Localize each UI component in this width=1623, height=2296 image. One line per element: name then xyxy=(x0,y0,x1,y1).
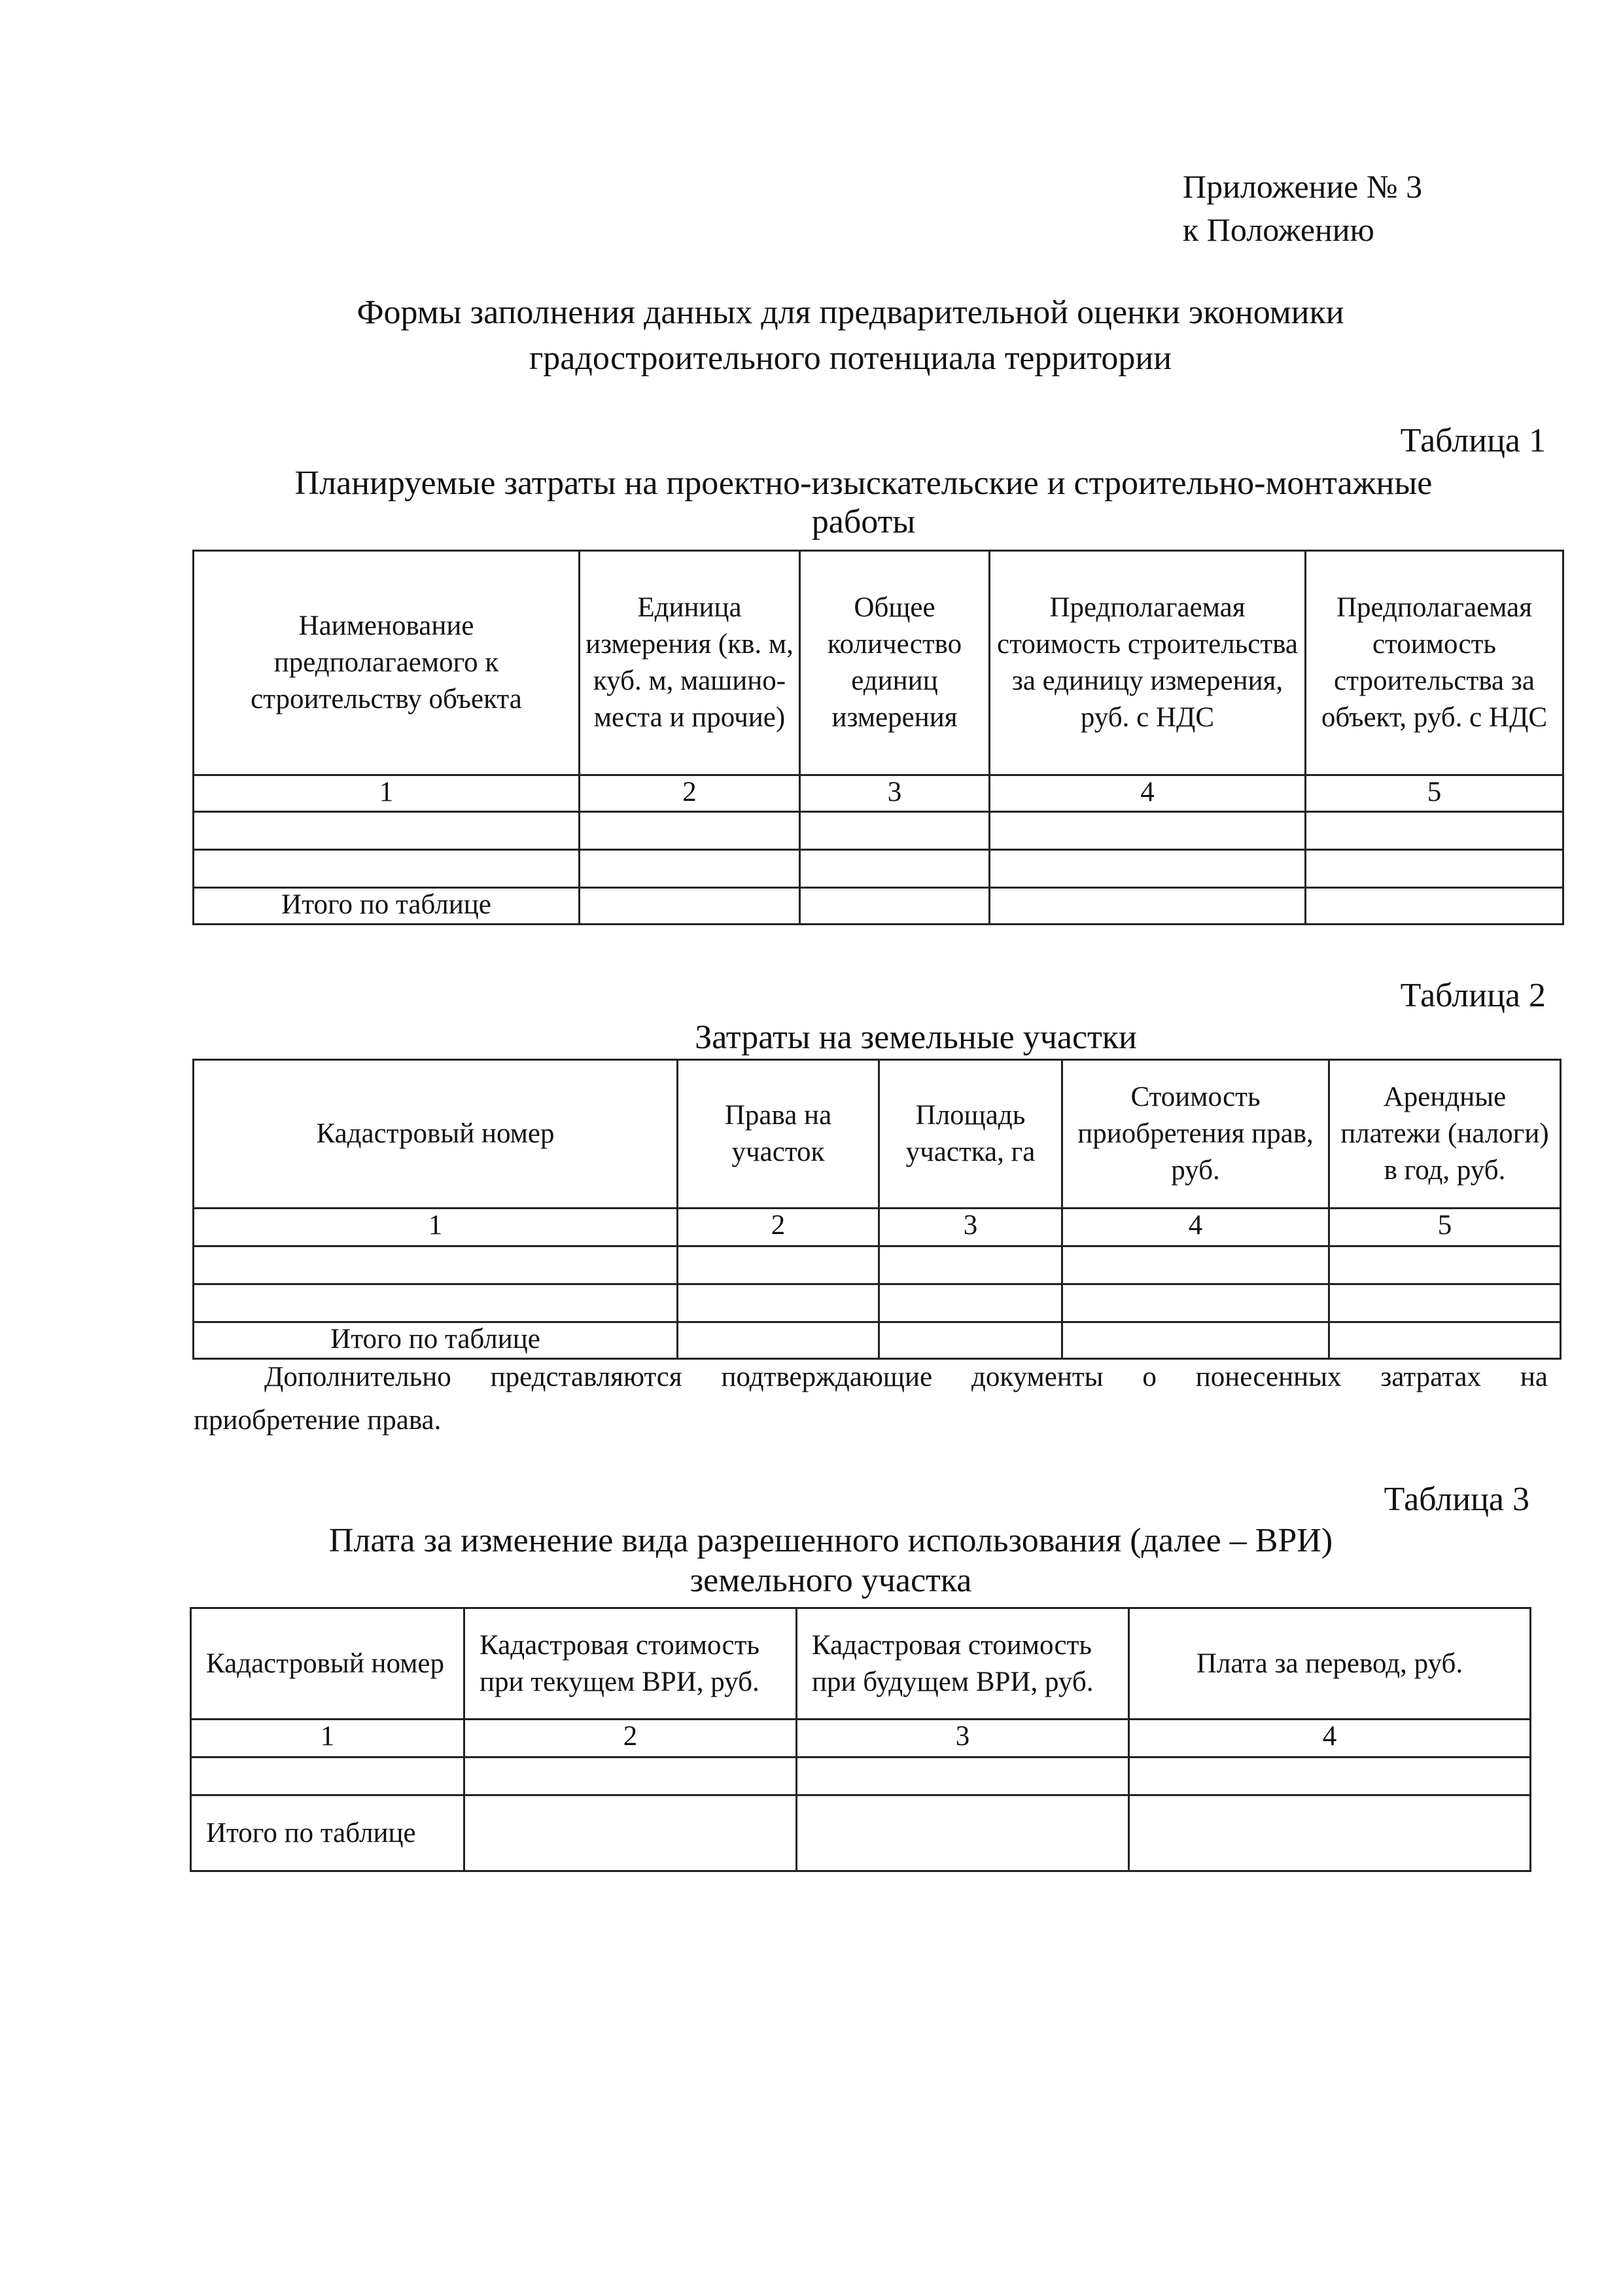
table3-empty-cell xyxy=(1129,1795,1531,1871)
table3-label: Таблица 3 xyxy=(1384,1481,1529,1518)
table2-empty-cell xyxy=(879,1246,1062,1284)
table1-caption xyxy=(183,462,1544,539)
table2-column-number: 2 xyxy=(678,1209,879,1246)
table1-empty-cell xyxy=(800,888,990,925)
table1-header-cell: Общее количество единиц измерения xyxy=(800,551,990,775)
table1-empty-cell xyxy=(580,888,800,925)
table3-header-cell: Плата за перевод, руб. xyxy=(1129,1608,1531,1720)
table3-header-cell: Кадастровый номер xyxy=(191,1608,464,1720)
table1-total-label: Итого по таблице xyxy=(194,888,580,925)
table3-empty-cell xyxy=(191,1757,464,1795)
table1-empty-cell xyxy=(800,850,990,888)
table2-empty-cell xyxy=(1329,1284,1561,1322)
table1-header-cell: Единица измерения (кв. м, куб. м, машино-места и прочие) xyxy=(580,551,800,775)
appendix-reference: к Положению xyxy=(1183,211,1374,248)
table1-column-number: 3 xyxy=(800,775,990,812)
table2-empty-cell xyxy=(879,1284,1062,1322)
table3-header-cell: Кадастровая стоимость при будущем ВРИ, руб. xyxy=(797,1608,1129,1720)
table3-caption-line-1: Плата за изменение вида разрешенного использования (далее – ВРИ) xyxy=(328,1522,1333,1559)
table1-caption-line-2: работы xyxy=(811,503,916,540)
table2-header-cell: Стоимость приобретения прав, руб. xyxy=(1062,1060,1329,1209)
table3-number-row xyxy=(191,1720,1531,1757)
table3-empty-row xyxy=(191,1757,1531,1795)
table2-column-number: 5 xyxy=(1329,1209,1561,1246)
table2-number-row xyxy=(194,1209,1561,1246)
table2-header-row xyxy=(194,1060,1561,1209)
table1-empty-cell xyxy=(194,850,580,888)
table3-column-number: 3 xyxy=(797,1720,1129,1757)
table1-empty-cell xyxy=(1306,850,1563,888)
table2-column-number: 3 xyxy=(879,1209,1062,1246)
table1-column-number: 2 xyxy=(580,775,800,812)
table1-header-row xyxy=(194,551,1563,775)
table2-empty-row xyxy=(194,1284,1561,1322)
supporting-documents-note xyxy=(194,1356,1548,1442)
table2-column-number: 1 xyxy=(194,1209,678,1246)
table2-empty-row xyxy=(194,1246,1561,1284)
table3-column-number: 4 xyxy=(1129,1720,1531,1757)
table1-label: Таблица 1 xyxy=(1400,422,1546,459)
table1-header-cell: Предполагаемая стоимость строительства за единицу измерения, руб. с НДС xyxy=(990,551,1306,775)
table1-empty-cell xyxy=(580,850,800,888)
table2-empty-cell xyxy=(1329,1246,1561,1284)
table1-header-cell: Предполагаемая стоимость строительства за объект, руб. с НДС xyxy=(1306,551,1563,775)
table3-total-row xyxy=(191,1795,1531,1871)
table1-empty-cell xyxy=(580,812,800,850)
table2-header-cell: Кадастровый номер xyxy=(194,1060,678,1209)
table3-empty-cell xyxy=(464,1757,797,1795)
table1-empty-cell xyxy=(1306,888,1563,925)
table2-empty-cell xyxy=(1329,1322,1561,1359)
table2-empty-cell xyxy=(194,1246,678,1284)
title-line-2: градостроительного потенциала территории xyxy=(529,340,1172,377)
table2-total-label: Итого по таблице xyxy=(194,1322,678,1359)
table2-empty-cell xyxy=(678,1284,879,1322)
table1-caption-line-1: Планируемые затраты на проектно-изыскательские и строительно-монтажные xyxy=(294,465,1433,502)
table3-empty-cell xyxy=(797,1795,1129,1871)
title-line-1: Формы заполнения данных для предварительной оценки экономики xyxy=(357,294,1344,331)
table2-empty-cell xyxy=(1062,1246,1329,1284)
table3-caption xyxy=(196,1519,1465,1599)
table3-header-row xyxy=(191,1608,1531,1720)
table3-header-cell: Кадастровая стоимость при текущем ВРИ, руб. xyxy=(464,1608,797,1720)
table3-column-number: 1 xyxy=(191,1720,464,1757)
table1-header-cell: Наименование предполагаемого к строительству объекта xyxy=(194,551,580,775)
table1-column-number: 5 xyxy=(1306,775,1563,812)
table1-column-number: 1 xyxy=(194,775,580,812)
table2-empty-cell xyxy=(194,1284,678,1322)
appendix-heading xyxy=(1183,165,1422,251)
table1-empty-cell xyxy=(194,812,580,850)
table2-empty-cell xyxy=(1062,1322,1329,1359)
table1-empty-cell xyxy=(1306,812,1563,850)
table2-empty-cell xyxy=(879,1322,1062,1359)
note-line-2: приобретение права. xyxy=(194,1405,442,1436)
table1-empty-row xyxy=(194,812,1563,850)
table2 xyxy=(192,1059,1562,1360)
table1-empty-cell xyxy=(990,888,1306,925)
table2-label: Таблица 2 xyxy=(1400,977,1546,1014)
table1-column-number: 4 xyxy=(990,775,1306,812)
table1-empty-cell xyxy=(800,812,990,850)
table1-total-row xyxy=(194,888,1563,925)
table2-header-cell: Арендные платежи (налоги) в год, руб. xyxy=(1329,1060,1561,1209)
table2-header-cell: Права на участок xyxy=(678,1060,879,1209)
table2-empty-cell xyxy=(678,1246,879,1284)
table3-total-label: Итого по таблице xyxy=(191,1795,464,1871)
table3-column-number: 2 xyxy=(464,1720,797,1757)
note-line-1: Дополнительно представляются подтверждающие документы о понесенных затратах на xyxy=(264,1362,1548,1392)
table1-empty-cell xyxy=(990,850,1306,888)
table1-empty-cell xyxy=(990,812,1306,850)
table3-empty-cell xyxy=(1129,1757,1531,1795)
table3-empty-cell xyxy=(464,1795,797,1871)
table1-empty-row xyxy=(194,850,1563,888)
table1-number-row xyxy=(194,775,1563,812)
table2-empty-cell xyxy=(678,1322,879,1359)
table2-total-row xyxy=(194,1322,1561,1359)
table3-empty-cell xyxy=(797,1757,1129,1795)
table2-column-number: 4 xyxy=(1062,1209,1329,1246)
table1 xyxy=(192,550,1564,925)
table3-caption-line-2: земельного участка xyxy=(689,1562,972,1599)
document-title xyxy=(196,290,1505,381)
table2-caption: Затраты на земельные участки xyxy=(695,1019,1137,1056)
table2-header-cell: Площадь участка, га xyxy=(879,1060,1062,1209)
table3 xyxy=(190,1607,1531,1872)
appendix-number: Приложение № 3 xyxy=(1183,168,1423,205)
table2-empty-cell xyxy=(1062,1284,1329,1322)
